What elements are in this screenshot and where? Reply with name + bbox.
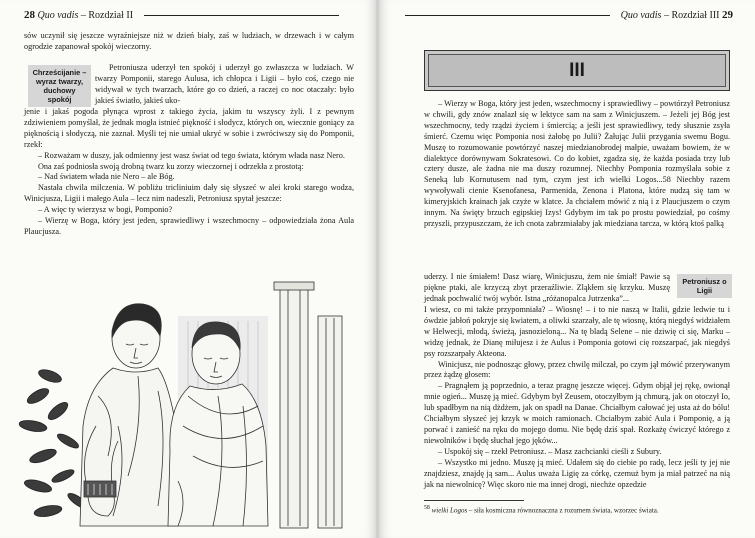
paragraph: sów uczynił się jeszcze wyraźniejsze niż w dzień biały, zaś w ludziach, w drzewach i w całym ogrodzie zapanował spokój wieczorny. [24, 31, 354, 51]
paragraph: – Pragnąłem ją poprzednio, a teraz pragnę jeszcze więcej. Gdym objął jej rękę, owionął mnie ogień... Muszę ją mieć. Gdybym był Zeusem, otoczyłbym ją chmurą, jak on otoczył Io, lub spadłbym na nią dżdżem, jak on spadł na Danae. Chciałbym całować jej usta aż do bólu! Chciałbym słyszeć jej krzyk w moich ramionach. Chciałbym zabić Aula i Pomponię, a ją porwać i zanieść na ręku do mojego domu. Nie będę dziś spał. Rozkażę ćwiczyć którego z niewolników i będę słuchał jego jęków... [424, 381, 730, 445]
chapter-heading-box [424, 50, 730, 91]
illustration-two-romans [18, 276, 363, 534]
paragraph: – Rozważam w duszy, jak odmienny jest wasz świat od tego świata, którym włada nasz Nero. [38, 150, 345, 160]
right-header-rule [405, 15, 610, 16]
footnote-number: 58 [424, 505, 430, 511]
paragraph: Winicjusz, nie podnosząc głowy, przez chwilę milczał, po czym jął mówić przerywanym przez żądzę głosem: [424, 359, 730, 380]
right-body-text-mid [424, 272, 670, 305]
left-running-head [24, 8, 339, 22]
paragraph: – Wszystko mi jedno. Muszę ją mieć. Udałem się do ciebie po radę, lecz jeśli ty jej nie znajdziesz, znajdę ją sam... Aulus uważa Ligię za córkę, czemuż bym ja miał patrzeć na nią jak na niewolnicę? Więc skoro nie ma innej drogi, niechże opzedzie [424, 457, 730, 489]
right-body-text-bottom [424, 305, 730, 490]
left-running-title: Quo vadis [37, 10, 79, 21]
right-body-text-top [424, 99, 730, 230]
paragraph: uderzy. I nie śmiałem! Dasz wiarę, Winicjuszu, żem nie śmiał! Pawie są piękne ptaki, ale krzyczą zbyt przeraźliwie. Zląkłem się krzyku. Muszę jednak pochwalić twój wybór. Istna „różanopalca Jutrzenka”... [424, 272, 670, 303]
chapter-heading: III [428, 54, 726, 87]
left-sidenote: Chrześcijanie – wyraz twarzy, duchowy spokój [28, 65, 91, 107]
right-page-number: 29 [722, 9, 733, 21]
left-running-section: – Rozdział II [80, 10, 134, 21]
paragraph: I wiesz, co mi także przypomniała? – Wiosnę! – i to nie naszą w Italii, gdzie ledwie tu i ówdzie jabłoń pokryje się kwiatem, a oliwki szarzały, ale tę wiosnę, którą niegdyś widziałem w Helwecji, młodą, świeżą, jasnozieloną... Na tę bladą Selene – nie dziwię ci się, Marku – widzę jednak, że Dianę miłujesz i że Aulus i Pomponia gotowi cię rozszarpać, jak niegdyś psy rozszarpały Akteona. [424, 305, 730, 358]
left-indented-text [95, 63, 354, 107]
left-body-text [24, 107, 354, 238]
footnote-text: – siła kosmiczna równoznaczna z rozumem świata, wzorzec świata. [468, 506, 659, 515]
paragraph: – Nad światem włada nie Nero – ale Bóg. [38, 172, 175, 182]
paragraph: Nastała chwila milczenia. W pobliżu tricliniuim dały się słyszeć w alei kroki starego wodza, Winicjusza, Ligii i małego Aula – lecz nim nadeszli, Petroniusz spytał jeszcze: [24, 183, 354, 204]
footnote-rule [424, 500, 524, 501]
left-page [0, 0, 376, 538]
paragraph: – A więc ty wierzysz w bogi, Pomponio? [38, 205, 173, 215]
right-sidenote: Petroniusz o Ligii [677, 274, 732, 298]
right-running-section: – Rozdział III [663, 10, 720, 21]
paragraph: Petroniusza uderzył ten spokój i uderzył go zwłaszcza w ludziach. W twarzy Pomponii, starego Aulusa, ich chłopca i Ligii – było coś, czego nie widywał w tych twarzach, które go co dzień, a raczej co noc otaczały: było jakieś światło, jakieś uko- [95, 63, 354, 105]
left-header-rule [144, 15, 339, 16]
left-page-number: 28 [24, 9, 35, 21]
paragraph: Ona zaś podniosła swoją drobną twarz ku zorzy wieczornej i odrzekła z prostotą: [38, 161, 304, 171]
left-top-text [24, 31, 354, 53]
right-running-head [405, 8, 733, 22]
paragraph: – Wierzę w Boga, który jest jeden, sprawiedliwy i wszechmocny – odpowiedziała żona Aula Plaucjusza. [24, 216, 354, 236]
paragraph: – Uspokój się – rzekł Petroniusz. – Masz zachcianki cieśli z Subury. [438, 446, 662, 456]
paragraph: – Wierzy w Boga, który jest jeden, wszechmocny i sprawiedliwy – powtórzył Petroniusz w chwili, gdy znów znalazł się w lektyce sam na sam z Winicjuszem. – Jeżeli jej Bóg jest wszechmocny, tedy rządzi życiem i śmiercią; a jeśli jest sprawiedliwy, tedy słusznie zsyła śmierć. Czemu więc Pomponia nosi żałobę po Julii? Żałując Julii przygania swemu Bogu. Muszę to rozumowanie powtórzyć naszej miedzianobrodej małpie, uważam bowiem, że w dialektyce dorównywam Sokratesowi. Co do kobiet, zgadza się, że każda posiada trzy lub cztery dusze, ale żadna nie ma duszy rozumnej. Niechby Pomponia rozmyślała sobie z Seneką lub Kornutusem nad tym, czym jest ich wielki Logos...58 Niechby razem wywoływali cienie Ksenofanesa, Parmenida, Zenona i Platona, które nudzą się tam w kimeryjskich krainach jak czyże w klatce. Ja chciałem mówić z nią i z Plaucjuszem o czym innym. Na święty brzuch egipskiej Izys! Gdybym im tak po prostu powiedział, po cośmy przyszli, przypuszczam, że ich cnota zabrzmiałaby jak miedziana tarcza, w którą ktoś palką [424, 99, 730, 228]
right-running-title: Quo vadis [620, 10, 662, 21]
footnote-term: wielki Logos [431, 506, 468, 515]
paragraph: jenie i jakaś pogoda płynąca wprost z takiego życia, jakim tu wszyscy żyli. I z pewnym zdziwieniem pomyślał, że jednak mogła istnieć piękność i słodycz, których on, wiecznie goniący za pięknością i słodyczą, nie zaznał. Myśli tej nie umiał ukryć w sobie i zwróciwszy się do Pomponii, rzekł: [24, 107, 354, 149]
footnote [424, 504, 730, 515]
